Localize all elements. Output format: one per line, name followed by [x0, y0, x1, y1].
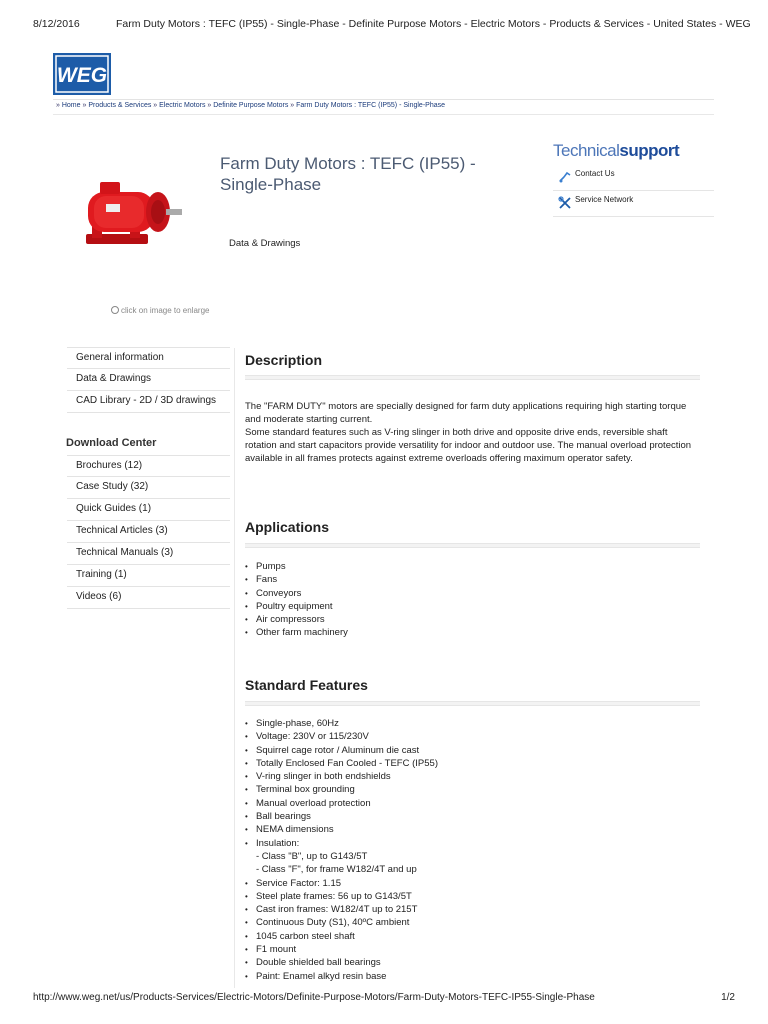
list-item: • Single-phase, 60Hz: [245, 717, 700, 730]
list-item: • Totally Enclosed Fan Cooled - TEFC (IP55): [245, 757, 700, 770]
breadcrumb-electric-motors[interactable]: Electric Motors: [159, 102, 206, 109]
list-item: • Double shielded ball bearings: [245, 956, 700, 969]
list-item: • Service Factor: 1.15: [245, 877, 700, 890]
data-drawings-link[interactable]: Data & Drawings: [229, 238, 301, 249]
list-item: • 1045 carbon steel shaft: [245, 930, 700, 943]
technical-support-title-a: Technical: [553, 141, 620, 160]
applications-list-wrap: [245, 560, 700, 640]
print-date: 8/12/2016: [33, 18, 80, 30]
list-item: • Conveyors: [245, 587, 700, 600]
applications-title: Applications: [245, 519, 330, 535]
nav-data-drawings[interactable]: Data & Drawings: [67, 369, 230, 391]
header-divider: [53, 99, 714, 100]
list-item: • Fans: [245, 573, 700, 586]
service-network-link[interactable]: [553, 191, 714, 217]
technical-support-title: [553, 141, 679, 161]
download-case-study[interactable]: Case Study (32): [67, 477, 230, 499]
breadcrumb: » Home » Products & Services » Electric Motors » Definite Purpose Motors » Farm Duty Motors : TEFC (IP55) - Single-Phase: [56, 102, 445, 109]
contact-us-label: Contact Us: [575, 169, 615, 178]
applications-rule: [245, 543, 700, 548]
list-item: • F1 mount: [245, 943, 700, 956]
download-center-list: [67, 455, 230, 609]
list-item: • Voltage: 230V or 115/230V: [245, 730, 700, 743]
breadcrumb-definite-purpose[interactable]: Definite Purpose Motors: [213, 102, 289, 109]
content-divider: [234, 348, 235, 988]
download-technical-manuals[interactable]: Technical Manuals (3): [67, 543, 230, 565]
standard-features-title: Standard Features: [245, 677, 368, 693]
enlarge-hint-text: click on image to enlarge: [121, 306, 210, 315]
product-image[interactable]: [80, 178, 184, 254]
features-list: [245, 717, 700, 983]
page-title: Farm Duty Motors : TEFC (IP55) - Single-Phase: [220, 154, 476, 194]
description-rule: [245, 375, 700, 380]
breadcrumb-products[interactable]: Products & Services: [88, 102, 152, 109]
list-item: • Steel plate frames: 56 up to G143/5T: [245, 890, 700, 903]
download-quick-guides[interactable]: Quick Guides (1): [67, 499, 230, 521]
logo-text: WEG: [56, 64, 108, 87]
features-list-wrap: [245, 717, 700, 983]
enlarge-hint[interactable]: [111, 306, 210, 315]
list-item: • Ball bearings: [245, 810, 700, 823]
service-network-label: Service Network: [575, 195, 634, 204]
download-videos[interactable]: Videos (6): [67, 587, 230, 609]
nav-general-information[interactable]: General information: [67, 347, 230, 369]
list-item: • Continuous Duty (S1), 40ºC ambient: [245, 916, 700, 929]
list-item: • V-ring slinger in both endshields: [245, 770, 700, 783]
magnifier-icon: [111, 306, 119, 314]
list-item-insulation: [245, 837, 700, 877]
wrench-icon: [558, 196, 572, 210]
insulation-label: Insulation:: [256, 837, 300, 849]
phone-icon: [558, 170, 572, 184]
description-body: [245, 400, 700, 465]
breadcrumb-current: Farm Duty Motors : TEFC (IP55) - Single-Phase: [296, 102, 445, 109]
side-nav: [67, 347, 230, 413]
description-p2: Some standard features such as V-ring slinger in both drive and opposite drive ends, reversible shaft rotation and start capacitors provide versatility for indoor and outdoor use. The manual overload protection available in all frames protects against extreme overloads offering maximum operator safety.: [245, 427, 692, 464]
print-title: Farm Duty Motors : TEFC (IP55) - Single-Phase - Definite Purpose Motors - Electric Motors - Products & Services - United States - WEG: [116, 18, 751, 30]
print-header: [0, 18, 768, 32]
print-url: http://www.weg.net/us/Products-Services/Electric-Motors/Definite-Purpose-Motors/Farm-Duty-Motors-TEFC-IP55-Single-Phase: [33, 992, 595, 1003]
download-technical-articles[interactable]: Technical Articles (3): [67, 521, 230, 543]
insulation-class-f: - Class "F", for frame W182/4T and up: [256, 864, 417, 876]
standard-features-rule: [245, 701, 700, 706]
list-item: • Squirrel cage rotor / Aluminum die cast: [245, 744, 700, 757]
insulation-class-b: - Class "B", up to G143/5T: [256, 850, 368, 862]
download-training[interactable]: Training (1): [67, 565, 230, 587]
list-item: • Cast iron frames: W182/4T up to 215T: [245, 903, 700, 916]
breadcrumb-home[interactable]: Home: [61, 102, 81, 109]
list-item: • Other farm machinery: [245, 626, 700, 639]
list-item: • Terminal box grounding: [245, 783, 700, 796]
nav-cad-library[interactable]: CAD Library - 2D / 3D drawings: [67, 391, 230, 413]
list-item: • Air compressors: [245, 613, 700, 626]
list-item: • Paint: Enamel alkyd resin base: [245, 970, 700, 983]
list-item: • NEMA dimensions: [245, 823, 700, 836]
contact-us-link[interactable]: [553, 165, 714, 191]
list-item: • Poultry equipment: [245, 600, 700, 613]
list-item: • Pumps: [245, 560, 700, 573]
description-title: Description: [245, 352, 323, 368]
applications-list: [245, 560, 700, 640]
download-brochures[interactable]: Brochures (12): [67, 455, 230, 477]
list-item: • Manual overload protection: [245, 797, 700, 810]
print-footer: [0, 992, 768, 1006]
technical-support-title-b: support: [619, 141, 680, 160]
weg-logo[interactable]: [53, 53, 111, 95]
download-center-title: Download Center: [66, 437, 157, 449]
print-page-number: 1/2: [721, 992, 735, 1003]
description-p1: The "FARM DUTY" motors are specially designed for farm duty applications requiring high starting torque and moderate starting current.: [245, 401, 687, 425]
breadcrumb-divider: [53, 114, 714, 115]
